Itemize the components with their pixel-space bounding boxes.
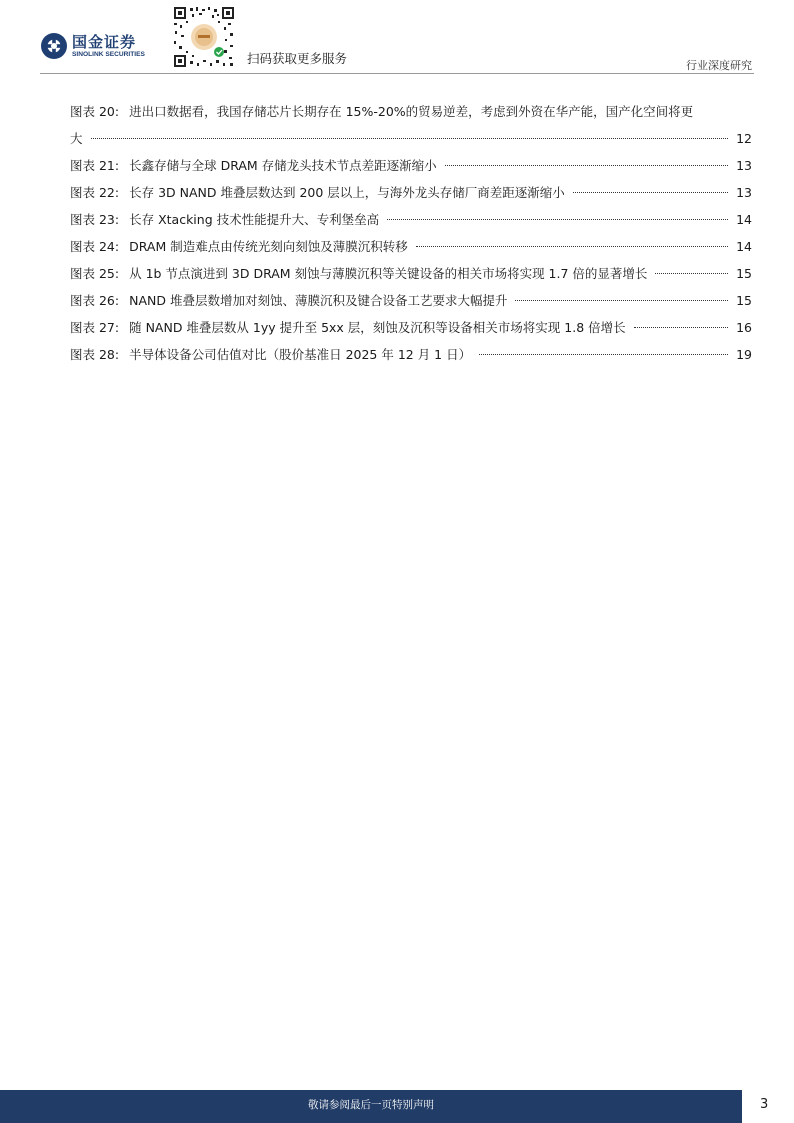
toc-title: 从 1b 节点演进到 3D DRAM 刻蚀与薄膜沉积等关键设备的相关市场将实现 1.7 倍的显著增长: [129, 266, 648, 281]
toc-label: 图表 27:: [70, 320, 120, 335]
toc-page-number: 15: [736, 293, 752, 308]
brand-name-en: SINOLINK SECURITIES: [72, 51, 145, 58]
header-divider: [40, 73, 754, 74]
toc-title: 进出口数据看，我国存储芯片长期存在 15%-20%的贸易逆差，考虑到外资在华产能，国产化空间将更: [129, 104, 694, 119]
page-number: 3: [760, 1097, 769, 1112]
dot-leader: [655, 273, 728, 274]
qr-caption: 扫码获取更多服务: [247, 51, 348, 66]
toc-entry[interactable]: [70, 341, 752, 368]
dot-leader: [91, 138, 729, 139]
toc-entry[interactable]: [70, 287, 752, 314]
toc-page-number: 14: [736, 239, 752, 254]
dot-leader: [445, 165, 728, 166]
toc-title: NAND 堆叠层数增加对刻蚀、薄膜沉积及键合设备工艺要求大幅提升: [129, 293, 508, 308]
toc-title: DRAM 制造难点由传统光刻向刻蚀及薄膜沉积转移: [129, 239, 408, 254]
dot-leader: [416, 246, 728, 247]
toc-label: 图表 23:: [70, 212, 120, 227]
qr-code-icon[interactable]: [172, 5, 236, 69]
toc-label: 图表 26:: [70, 293, 120, 308]
dot-leader: [479, 354, 728, 355]
dot-leader: [387, 219, 728, 220]
toc-page-number: 14: [736, 212, 752, 227]
toc-entry[interactable]: [70, 260, 752, 287]
toc-entry[interactable]: [70, 233, 752, 260]
toc-page-number: 16: [736, 320, 752, 335]
dot-leader: [634, 327, 728, 328]
toc-page-number: 13: [736, 158, 752, 173]
toc-title-continued: 大: [70, 131, 83, 146]
toc-entry[interactable]: [70, 98, 752, 152]
toc-entry[interactable]: [70, 206, 752, 233]
toc-title: 长存 3D NAND 堆叠层数达到 200 层以上，与海外龙头存储厂商差距逐渐缩小: [129, 185, 565, 200]
toc-label: 图表 22:: [70, 185, 120, 200]
document-type: 行业深度研究: [686, 59, 752, 72]
toc-entry[interactable]: [70, 179, 752, 206]
toc-page-number: 15: [736, 266, 752, 281]
toc-title: 长存 Xtacking 技术性能提升大、专利堡垒高: [129, 212, 380, 227]
dot-leader: [515, 300, 728, 301]
toc-label: 图表 28:: [70, 347, 120, 362]
brand-logo: [40, 30, 180, 64]
toc-title: 长鑫存储与全球 DRAM 存储龙头技术节点差距逐渐缩小: [129, 158, 437, 173]
dot-leader: [573, 192, 728, 193]
toc-page-number: 13: [736, 185, 752, 200]
toc-label: 图表 25:: [70, 266, 120, 281]
toc-label: 图表 20:: [70, 104, 120, 119]
brand-name-cn: 国金证券: [72, 33, 137, 51]
toc-entry[interactable]: [70, 314, 752, 341]
toc-label: 图表 21:: [70, 158, 120, 173]
toc-label: 图表 24:: [70, 239, 120, 254]
figure-list: [70, 98, 752, 368]
toc-page-number: 12: [736, 131, 752, 146]
toc-title: 半导体设备公司估值对比（股价基准日 2025 年 12 月 1 日）: [129, 347, 472, 362]
toc-page-number: 19: [736, 347, 752, 362]
disclaimer-note[interactable]: 敬请参阅最后一页特别声明: [308, 1099, 434, 1111]
toc-title: 随 NAND 堆叠层数从 1yy 提升至 5xx 层，刻蚀及沉积等设备相关市场将实现 1.8 倍增长: [129, 320, 626, 335]
sinolink-logo-icon: [40, 32, 68, 60]
toc-entry[interactable]: [70, 152, 752, 179]
